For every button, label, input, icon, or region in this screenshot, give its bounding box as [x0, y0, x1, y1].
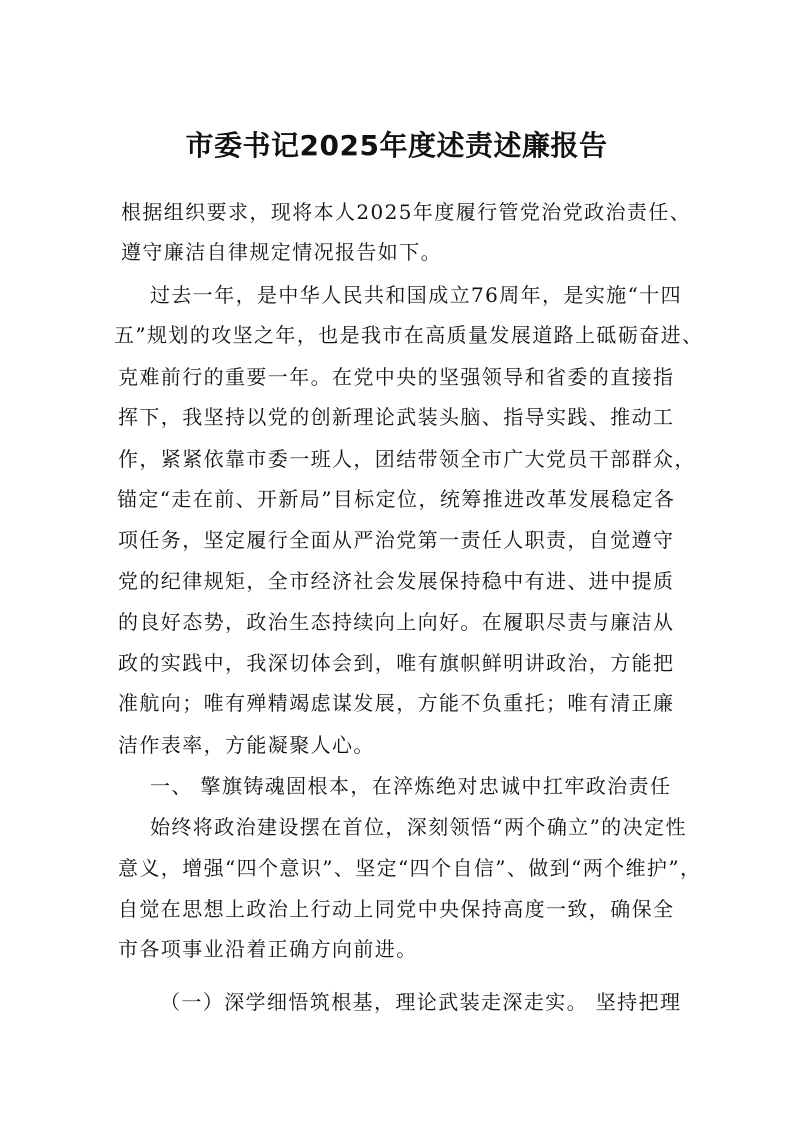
- body-line-6: 挥下，我坚持以党的创新理论武装头脑、指导实践、推动工: [118, 405, 675, 429]
- body-line-5: 克难前行的重要一年。在党中央的坚强领导和省委的直接指: [118, 365, 675, 389]
- body-line-1: 根据组织要求，现将本人2025年度履行管党治党政治责任、: [121, 200, 692, 224]
- body-line-14: 洁作表率，方能凝聚人心。: [118, 733, 375, 757]
- body-line-11: 的良好态势，政治生态持续向上向好。在履职尽责与廉洁从: [118, 610, 675, 634]
- body-line-4: 五”规划的攻坚之年，也是我市在高质量发展道路上砥砺奋进、: [114, 323, 704, 347]
- body-line-16: 始终将政治建设摆在首位，深刻领悟“两个确立”的决定性: [150, 815, 687, 839]
- body-line-19: 市各项事业沿着正确方向前进。: [118, 937, 418, 961]
- body-line-13: 准航向；唯有殚精竭虑谋发展，方能不负重托；唯有清正廉: [118, 691, 675, 715]
- body-line-10: 党的纪律规矩，全市经济社会发展保持稳中有进、进中提质: [118, 569, 675, 593]
- body-line-7: 作，紧紧依靠市委一班人，团结带领全市广大党员干部群众，: [118, 447, 696, 471]
- body-line-18: 自觉在思想上政治上行动上同党中央保持高度一致，确保全: [118, 897, 675, 921]
- section-heading-1: 一、 擎旗铸魂固根本，在淬炼绝对忠诚中扛牢政治责任: [150, 774, 672, 798]
- body-line-17: 意义，增强“四个意识”、坚定“四个自信”、做到“两个维护”，: [118, 856, 702, 880]
- document-title: 市委书记2025年度述责述廉报告: [185, 129, 608, 162]
- body-line-9: 项任务，坚定履行全面从严治党第一责任人职责，自觉遵守: [118, 528, 675, 552]
- body-line-8: 锚定“走在前、开新局”目标定位，统筹推进改革发展稳定各: [117, 487, 676, 511]
- body-line-3: 过去一年，是中华人民共和国成立76周年，是实施“十四: [150, 283, 683, 307]
- body-line-12: 政的实践中，我深切体会到，唯有旗帜鲜明讲政治，方能把: [118, 651, 675, 675]
- body-line-2: 遵守廉洁自律规定情况报告如下。: [121, 240, 442, 264]
- subsection-heading-1: （一）深学细悟筑根基，理论武装走深走实。 坚持把理: [160, 990, 682, 1014]
